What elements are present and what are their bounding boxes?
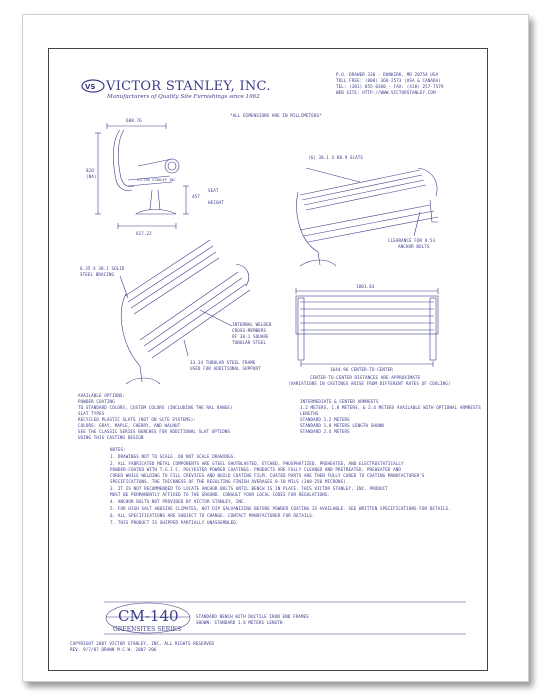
option-right-line: 1.2 METERS, 1.8 METERS, & 2.4 METERS AVAILABLE WITH OPTIONAL ARMRESTS (300, 405, 481, 410)
note-line: POWDER-COATED WITH T.G.I.C. POLYESTER POWDER COATINGS. PRODUCTS ARE FULLY CLEANED AND PRETREATED, PREHEATED AND (110, 467, 401, 472)
svg-text:VS: VS (85, 83, 96, 91)
note-line: 3. IT IS NOT RECOMMENDED TO LOCATE ANCHOR BOLTS UNTIL BENCH IS IN PLACE. THIS VICTOR STANLEY, INC. PRODUCT (110, 486, 388, 491)
copyright: COPYRIGHT 2007 VICTOR STANLEY, INC. ALL RIGHTS RESERVED (70, 641, 215, 646)
dim-height-alt: (NA) (86, 174, 97, 179)
dim-top-width: 608.76 (126, 118, 142, 123)
tube-label-1: 33.34 TUBULAR STEEL FRAME (190, 360, 256, 365)
internal-label-1: INTERNAL WELDED (232, 322, 272, 327)
revision: REV. 9/7/07 DRAWN M.C.W. 2007-206 (70, 647, 157, 652)
option-line: RECYCLED PLASTIC SLATS (NOT ON SCTE SYSTEMS): (78, 417, 196, 422)
dim-height: 820 (86, 168, 94, 173)
option-line: USING THIS CASTING DESIGN (78, 435, 144, 440)
dimensions-note: *ALL DIMENSIONS ARE IN MILLIMETERS* (230, 113, 322, 118)
product-shown: SHOWN: STANDARD 1.8 METERS LENGTH (196, 620, 283, 625)
isometric-view-drawing (297, 168, 438, 266)
option-right-line: STANDARD 2.4 METERS (300, 429, 350, 434)
model-number: CM-140 (118, 607, 179, 625)
option-line: COLORS: GRAY, MAPLE, CHERRY, AND WALNUT (78, 423, 181, 428)
option-line: TO STANDARD COLORS, CUSTOM COLORS (INCLUDING THE RAL RANGE) (78, 405, 233, 410)
option-right-line: STANDARD 1.2 METERS (300, 417, 350, 422)
note-line: SPECIFICATIONS. THE THICKNESS OF THE RESULTING FINISH AVERAGES 8-10 MILS (200-250 MICRONS). (110, 479, 349, 484)
internal-label-3: OF 38.1 SQUARE (232, 334, 269, 339)
seat-height-label-2: HEIGHT (208, 200, 224, 205)
option-right-line: STANDARD 1.8 METERS LENGTH SHOWN (300, 423, 384, 428)
note-line: 2. ALL FABRICATED METAL COMPONENTS ARE STEEL SHOTBLASTED, ETCHED, PHOSPHATIZED, PREHEATED, AND ELECTROSTATICALLY (110, 461, 404, 466)
tube-label-2: USED FOR ADDITIONAL SUPPORT (190, 366, 261, 371)
option-line: AVAILABLE OPTIONS: (78, 393, 126, 398)
option-line: SLAT TYPES (78, 411, 105, 416)
option-line: SEE THE CLASSIC SERIES BENCHES FOR ADDITIONAL SLAT OPTIONS (78, 429, 231, 434)
company-tagline: Manufacturers of Quality Site Furnishings since 1962 (107, 94, 260, 100)
company-name: VICTOR STANLEY, INC. (106, 79, 271, 94)
note-line: 5. FOR HIGH SALT ABUSIVE CLIMATES, HOT DIP GALVANIZING BEFORE POWDER COATING IS AVAILABLE. SEE WRITTEN SPECIFICATIONS FOR DETAILS. (110, 506, 451, 511)
plan-width: 1801.83 (356, 284, 375, 289)
bracing-label-2: STEEL BRACING (80, 272, 115, 277)
contact-address: P.O. DRAWER 330 - DUNKIRK, MD 20754 USA (336, 72, 439, 77)
plan-view-drawing (296, 288, 438, 367)
contact-tel-fax: TEL: (301) 855-8300 - FAX: (410) 257-7579 (336, 84, 444, 89)
note-line: MUST BE PERMANENTLY AFFIXED TO THE GROUND. CONSULT YOUR LOCAL CODES FOR REGULATIONS. (110, 492, 331, 497)
internal-label-4: TUBULAR STEEL (232, 340, 267, 345)
clearance-label-2: ANCHOR BOLTS (398, 244, 430, 249)
contact-toll-free: TOLL FREE: (800) 368-2573 (USA & CANADA) (336, 78, 441, 83)
note-line: 7. THIS PRODUCT IS SHIPPED PARTIALLY UNASSEMBLED. (110, 520, 239, 525)
option-line: POWDER COATING (78, 399, 115, 404)
product-description: STANDARD BENCH WITH DUCTILE IRON END FRAMES (196, 614, 309, 619)
option-right-line: LENGTHS (300, 411, 319, 416)
plan-center: 1644.96 CENTER-TO-CENTER (330, 367, 393, 372)
seat-height-label-1: SEAT (208, 188, 219, 193)
dim-seat-height: 457 (192, 194, 200, 199)
note-line: CURED WHILE WELDING TO FILL CREVICES AND BUILD COATING FILM. COATED PARTS ARE THEN FULLY CURED TO COATING MANUFACTURER'S (110, 473, 425, 478)
bracing-label-1: 6.35 X 38.1 SOLID (80, 266, 125, 271)
plan-note-2: (VARIATIONS IN CASTINGS ARISE FROM DIFFERENT RATES OF COOLING) (288, 381, 451, 386)
note-line: 1. DRAWINGS NOT TO SCALE. DO NOT SCALE DRAWINGS. (110, 454, 236, 459)
victor-stanley-logo-icon (82, 80, 104, 92)
contact-website: WEB SITE: HTTP://WWW.VICTORSTANLEY.COM (336, 90, 436, 95)
note-line: 6. ALL SPECIFICATIONS ARE SUBJECT TO CHANGE. CONTACT MANUFACTURER FOR DETAILS. (110, 513, 315, 518)
side-plaque: VICTOR STANLEY INC (137, 178, 176, 182)
side-view-drawing (95, 123, 189, 229)
series-name: GREENSITES SERIES (113, 626, 182, 633)
plan-note-1: CENTER-TO-CENTER DISTANCES ARE APPROXIMATE (310, 375, 421, 380)
option-right-line: INTERMEDIATE & CENTER ARMRESTS (300, 399, 379, 404)
slats-label: (6) 38.1 X 88.9 SLATS (308, 155, 364, 160)
note-line: 4. ANCHOR BOLTS NOT PROVIDED BY VICTOR STANLEY, INC. (110, 499, 247, 504)
note-line: NOTES: (110, 447, 126, 452)
internal-label-2: CROSS-MEMBERS (232, 328, 267, 333)
dim-base-width: 617.22 (136, 231, 152, 236)
clearance-label-1: CLEARANCE FOR 9.53 (388, 238, 436, 243)
